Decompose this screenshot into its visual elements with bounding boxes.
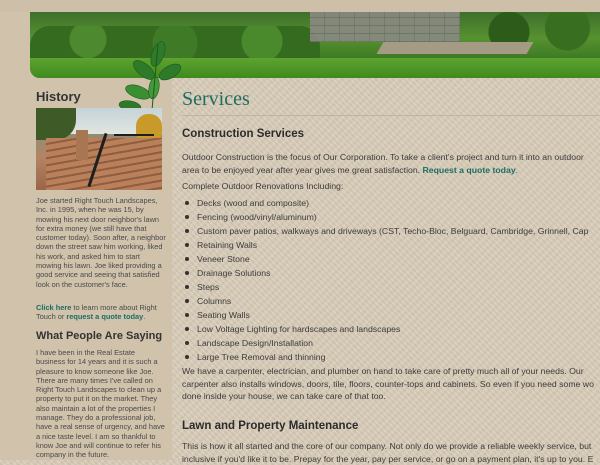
carpenter-line-2: carpenter also installs windows, doors, tile, floors, counter-tops and cabinets. So even if you need some wo: [182, 378, 594, 389]
history-heading: History: [36, 89, 81, 104]
lawn-line-1: This is how it all started and the core of our company. Not only do we provide a reliable weekly service, but: [182, 441, 592, 451]
construction-line-2-end: .: [515, 164, 519, 175]
lawn-line-2: inclusive if you'd like it to be. Prepay for the year, pay per service, or go on a payment plan, it's up to you. E: [182, 453, 594, 464]
list-item: Decks (wood and composite): [182, 196, 600, 210]
list-item: Custom paver patios, walkways and driveways (CST, Techo-Bloc, Belguard, Cambridge, Grinnell, Cap: [182, 224, 600, 238]
lawn-paragraph: [182, 440, 600, 465]
list-item: Drainage Solutions: [182, 266, 600, 280]
construction-heading: Construction Services: [182, 128, 305, 140]
list-item: Columns: [182, 294, 600, 308]
list-item: Veneer Stone: [182, 252, 600, 266]
list-item: Fencing (wood/vinyl/aluminum): [182, 210, 600, 224]
testimonials-heading: What People Are Saying: [36, 330, 163, 342]
history-links: [36, 303, 166, 322]
history-text: Joe started Right Touch Landscapes, Inc. in 1995, when he was 15, by mowing his next door neighbor's lawn for extra money (we still have that customer today). Soon after, a neighbor down the street saw him working, liked his work, and asked him to start mowing his lawn. Joe liked providing a good service and seeing that satisfied look on the customer's face.: [36, 196, 166, 289]
carpenter-line-1: We have a carpenter, electrician, and plumber on hand to take care of pretty much all of your needs. Our: [182, 366, 584, 376]
testimonial-text: I have been in the Real Estate business for 14 years and it is such a pleasure to know someone like Joe. There are many times I've called on Right Touch Landscapes to clean up a property to put it on the market. They also maintain a lot of the properties I manage. They do a professional job, have a real sense of urgency, and have a nice taste level. I am so thankful to know Joe and will continue to refer his company in the future.: [36, 348, 165, 460]
renovations-list: [182, 196, 600, 364]
top-strip: [0, 0, 600, 12]
renovations-intro: Complete Outdoor Renovations Including:: [182, 181, 344, 191]
list-item: Low Voltage Lighting for hardscapes and landscapes: [182, 322, 600, 336]
carpenter-line-3: done inside your house, we can take care of that too.: [182, 391, 386, 401]
click-here-link[interactable]: Click here: [36, 303, 72, 312]
list-item: Large Tree Removal and thinning: [182, 350, 600, 364]
lawn-maintenance-heading: Lawn and Property Maintenance: [182, 420, 359, 432]
construction-line-2: area to be enjoyed year after year gives me great satisfaction.: [182, 164, 423, 175]
list-item: Steps: [182, 280, 600, 294]
title-divider: [182, 115, 600, 116]
history-links-text: to learn more about Right Touch or: [36, 303, 157, 322]
request-quote-link[interactable]: request a quote today: [66, 312, 144, 322]
request-quote-main-link[interactable]: Request a quote today: [422, 164, 516, 175]
history-photo: [36, 108, 162, 190]
carpenter-paragraph: [182, 365, 600, 403]
page-title: Services: [182, 88, 250, 110]
construction-line-1: Outdoor Construction is the focus of Our Corporation. To take a client's project and turn it into an outdoor: [182, 152, 584, 162]
construction-intro: [182, 151, 600, 176]
header-banner-image: [30, 12, 600, 78]
list-item: Landscape Design/Installation: [182, 336, 600, 350]
list-item: Seating Walls: [182, 308, 600, 322]
history-links-end: .: [143, 312, 146, 322]
list-item: Retaining Walls: [182, 238, 600, 252]
